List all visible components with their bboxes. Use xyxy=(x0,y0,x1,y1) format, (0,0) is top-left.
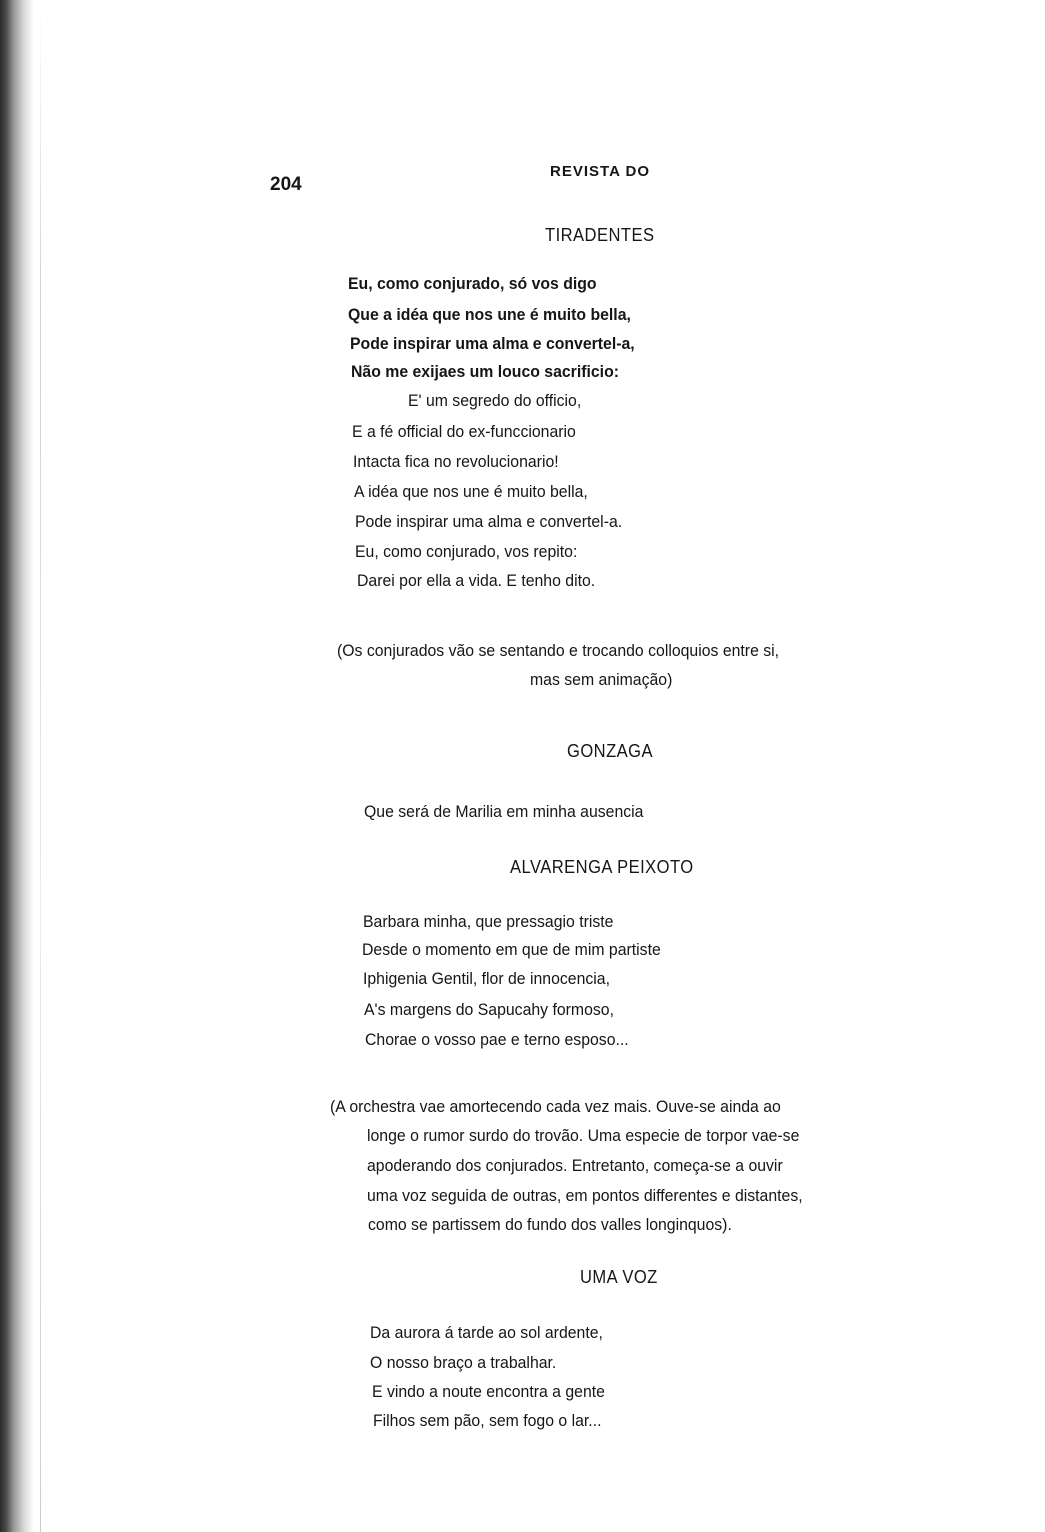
verse-line: Iphigenia Gentil, flor de innocencia, xyxy=(363,969,610,988)
verse-line: Pode inspirar uma alma e convertel-a. xyxy=(355,512,623,531)
verse-line: E' um segredo do officio, xyxy=(408,391,582,410)
verse-line: Pode inspirar uma alma e convertel-a, xyxy=(350,334,635,353)
book-binding-shadow xyxy=(0,0,34,1532)
running-head: REVISTA DO xyxy=(550,163,651,180)
verse-line: Que a idéa que nos une é muito bella, xyxy=(348,305,631,324)
verse-line: Chorae o vosso pae e terno esposo... xyxy=(365,1030,629,1049)
verse-line: E a fé official do ex-funccionario xyxy=(352,422,576,441)
verse-line: Filhos sem pão, sem fogo o lar... xyxy=(373,1411,602,1430)
stage-direction-line: apoderando dos conjurados. Entretanto, começa-se a ouvir xyxy=(367,1156,783,1175)
verse-line: Eu, como conjurado, só vos digo xyxy=(348,274,597,293)
stage-direction-line: (Os conjurados vão se sentando e trocando colloquios entre si, xyxy=(337,641,780,660)
verse-line: A's margens do Sapucahy formoso, xyxy=(364,1000,614,1019)
verse-line: A idéa que nos une é muito bella, xyxy=(354,482,588,501)
page-fold-line xyxy=(40,0,41,1532)
verse-line: Intacta fica no revolucionario! xyxy=(353,452,559,471)
speaker-tiradentes: TIRADENTES xyxy=(545,225,655,245)
speaker-gonzaga: GONZAGA xyxy=(567,741,654,761)
verse-line: Que será de Marilia em minha ausencia xyxy=(364,802,644,821)
stage-direction-line: como se partissem do fundo dos valles longinquos). xyxy=(368,1215,732,1234)
verse-line: Darei por ella a vida. E tenho dito. xyxy=(357,571,596,590)
verse-line: Eu, como conjurado, vos repito: xyxy=(355,542,578,561)
speaker-alvarenga-peixoto: ALVARENGA PEIXOTO xyxy=(510,857,694,877)
stage-direction-line: uma voz seguida de outras, em pontos differentes e distantes, xyxy=(367,1186,803,1205)
verse-line: O nosso braço a trabalhar. xyxy=(370,1353,557,1372)
verse-line: Não me exijaes um louco sacrificio: xyxy=(351,362,619,381)
speaker-uma-voz: UMA VOZ xyxy=(580,1267,658,1287)
verse-line: Barbara minha, que pressagio triste xyxy=(363,912,614,931)
stage-direction-line: mas sem animação) xyxy=(530,670,673,689)
stage-direction-line: (A orchestra vae amortecendo cada vez mais. Ouve-se ainda ao xyxy=(330,1097,781,1116)
verse-line: E vindo a noute encontra a gente xyxy=(372,1382,605,1401)
page-number: 204 xyxy=(270,174,302,195)
verse-line: Desde o momento em que de mim partiste xyxy=(362,940,661,959)
stage-direction-line: longe o rumor surdo do trovão. Uma especie de torpor vae-se xyxy=(367,1126,800,1145)
verse-line: Da aurora á tarde ao sol ardente, xyxy=(370,1323,603,1342)
